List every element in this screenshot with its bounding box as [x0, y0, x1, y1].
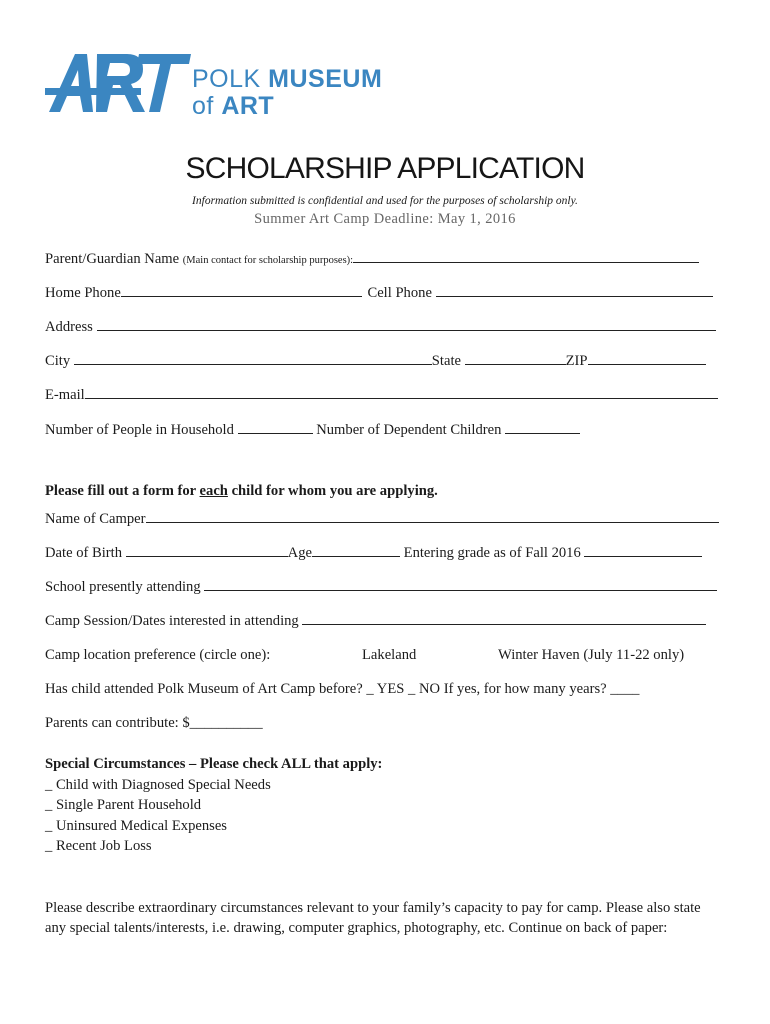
age-label: Age: [287, 545, 312, 561]
camper-name-label: Name of Camper: [45, 511, 146, 527]
deadline: Summer Art Camp Deadline: May 1, 2016: [254, 211, 516, 227]
home-phone-label: Home Phone: [45, 285, 121, 301]
confidentiality-note: Information submitted is confidential and used for the purposes of scholarship only.: [192, 195, 578, 207]
dob-field[interactable]: [126, 543, 288, 557]
age-field[interactable]: [312, 543, 400, 557]
cell-phone-field[interactable]: [436, 283, 713, 297]
session-label: Camp Session/Dates interested in attending: [45, 613, 299, 629]
state-label: State: [431, 353, 461, 369]
polk-museum-logo: [45, 48, 195, 123]
dob-label: Date of Birth: [45, 545, 123, 561]
instruction-text-end: child for whom you are applying.: [227, 483, 438, 499]
guardian-name-row: [45, 249, 699, 270]
describe-line-2: any special talents/interests, i.e. drawing, computer graphics, photography, etc. Continue on back of paper:: [45, 920, 668, 936]
describe-line-1: Please describe extraordinary circumstances relevant to your family’s capacity to pay for camp. Please also state: [45, 900, 701, 916]
school-label: School presently attending: [45, 579, 201, 595]
state-field[interactable]: [465, 351, 566, 365]
household-label: Number of People in Household: [45, 422, 234, 438]
contribution-field[interactable]: Parents can contribute: $__________: [45, 715, 263, 731]
attended-before-question[interactable]: Has child attended Polk Museum of Art Camp before? _ YES _ NO If yes, for how many years? ____: [45, 681, 640, 697]
special-item-single-parent[interactable]: _ Single Parent Household: [45, 797, 202, 813]
home-phone-field[interactable]: [121, 283, 362, 297]
city-label: City: [45, 353, 71, 369]
page-title: SCHOLARSHIP APPLICATION: [185, 152, 585, 185]
guardian-name-note: (Main contact for scholarship purposes):: [182, 255, 354, 266]
instruction-text-start: Please fill out a form for: [45, 483, 200, 499]
school-row: [45, 577, 717, 596]
cell-phone-label: Cell Phone: [367, 285, 432, 301]
session-row: [45, 611, 706, 630]
dependents-field[interactable]: [505, 420, 580, 434]
school-field[interactable]: [204, 577, 717, 591]
grade-field[interactable]: [584, 543, 702, 557]
zip-label: ZIP: [565, 353, 588, 369]
art-logo-icon: [45, 48, 195, 118]
instruction-emphasis: each: [199, 483, 228, 499]
email-field[interactable]: [85, 385, 718, 399]
child-instruction: [45, 482, 438, 500]
birth-age-grade-row: [45, 543, 702, 562]
special-item-special-needs[interactable]: _ Child with Diagnosed Special Needs: [45, 777, 271, 793]
camper-name-field[interactable]: [146, 509, 719, 523]
special-item-job-loss[interactable]: _ Recent Job Loss: [45, 838, 152, 854]
special-circumstances-heading: Special Circumstances – Please check ALL that apply:: [45, 756, 383, 772]
location-label: Camp location preference (circle one):: [45, 647, 271, 663]
guardian-name-label: Parent/Guardian Name: [45, 251, 180, 267]
org-word-museum: MUSEUM: [268, 65, 383, 93]
address-field[interactable]: [97, 317, 716, 331]
guardian-name-field[interactable]: [353, 249, 699, 263]
household-field[interactable]: [238, 420, 313, 434]
address-row: [45, 317, 716, 336]
org-word-art: ART: [221, 92, 275, 120]
dependents-label: Number of Dependent Children: [316, 422, 502, 438]
camper-name-row: [45, 509, 719, 528]
session-field[interactable]: [302, 611, 706, 625]
grade-label: Entering grade as of Fall 2016: [403, 545, 581, 561]
email-label: E-mail: [45, 387, 85, 403]
email-row: [45, 385, 718, 404]
org-name-line2: [192, 93, 274, 119]
special-item-uninsured[interactable]: _ Uninsured Medical Expenses: [45, 818, 227, 834]
location-option-winter-haven[interactable]: Winter Haven (July 11-22 only): [498, 647, 685, 663]
phone-row: [45, 283, 713, 302]
location-option-lakeland[interactable]: Lakeland: [362, 647, 417, 663]
org-word-of: of: [192, 92, 214, 120]
household-row: [45, 420, 580, 439]
address-label: Address: [45, 319, 93, 335]
zip-field[interactable]: [588, 351, 706, 365]
org-name-line1: [192, 66, 382, 92]
city-field[interactable]: [74, 351, 432, 365]
city-state-zip-row: [45, 351, 706, 370]
org-word-polk: POLK: [192, 65, 261, 93]
